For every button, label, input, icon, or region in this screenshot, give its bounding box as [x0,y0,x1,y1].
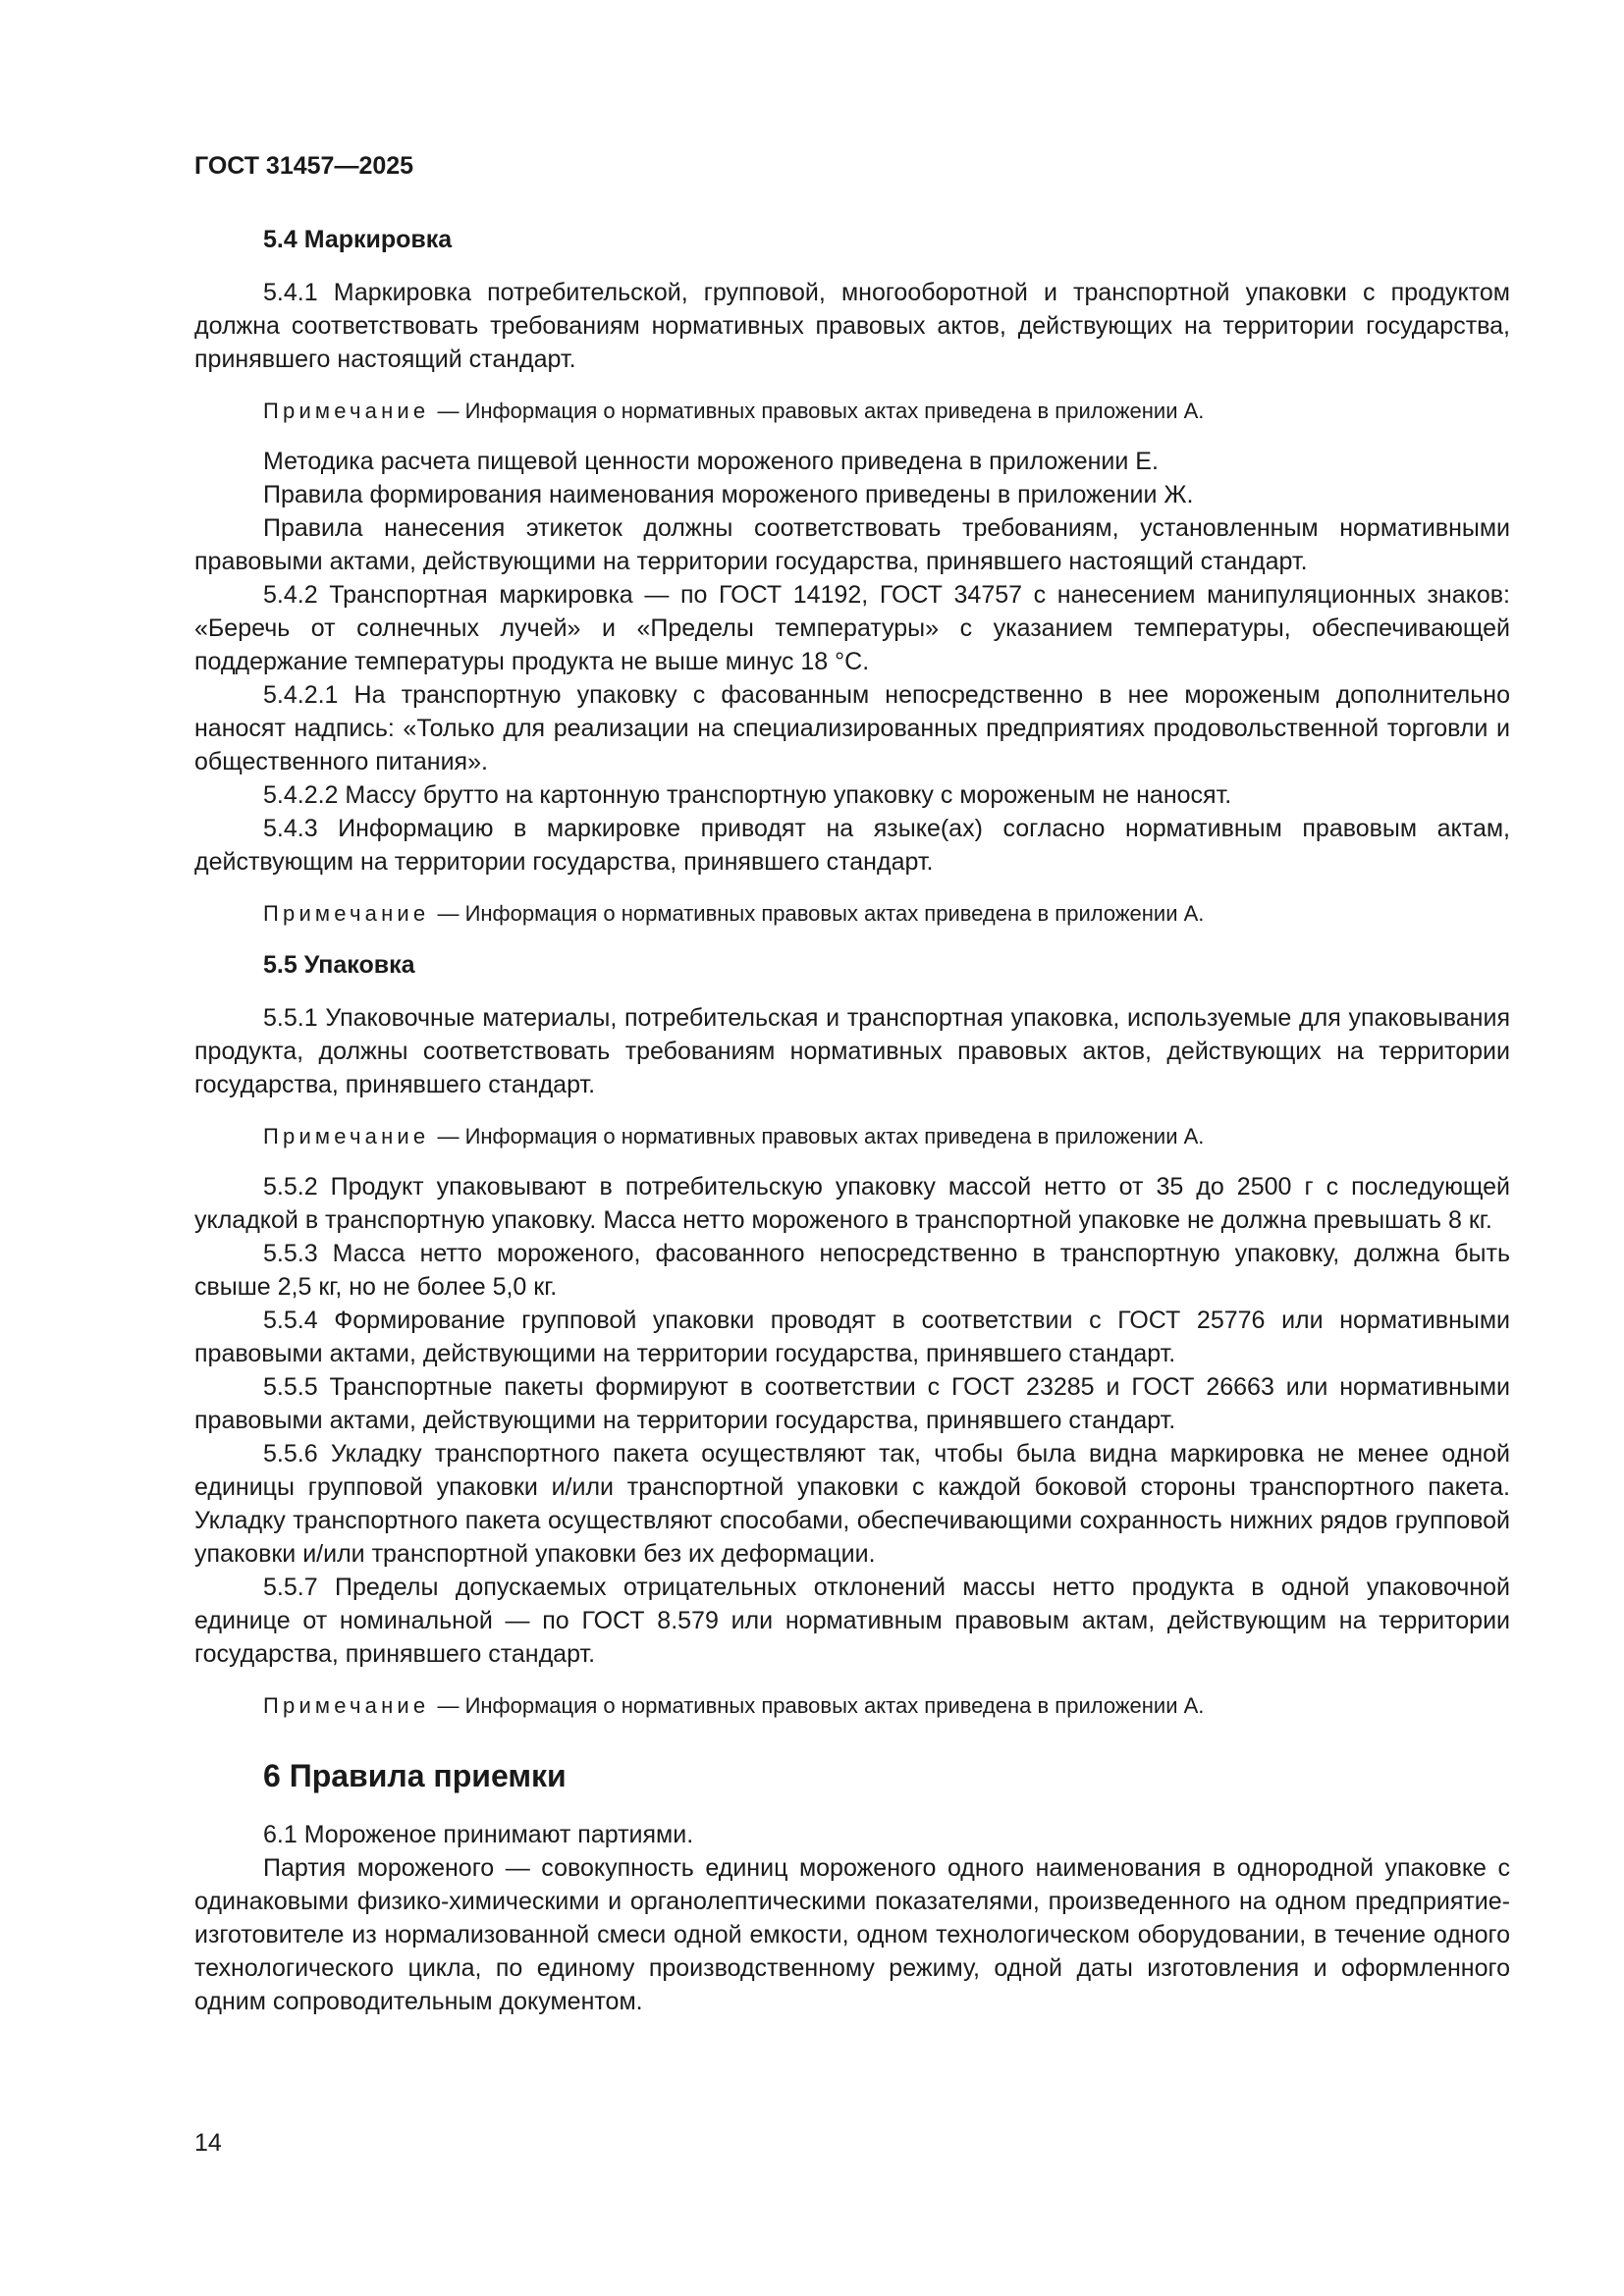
note-text: — Информация о нормативных правовых актах приведена в приложении А. [431,399,1205,423]
paragraph-5-4-1: 5.4.1 Маркировка потребительской, групповой, многооборотной и транспортной упаковки с продуктом должна соответствовать требованиям нормативных правовых актов, действующих на территории государства, принявшего настоящий стандарт. [194,279,1510,373]
paragraph-5-4-3: 5.4.3 Информацию в маркировке приводят на языке(ах) согласно нормативным правовым актам, действующим на территории государства, принявшего стандарт. [194,815,1510,876]
paragraph-batch-definition: Партия мороженого — совокупность единиц мороженого одного наименования в однородной упаковке с одинаковыми физико-химическими и органолептическими показателями, произведенного на одном предприятие-изготовителе из нормализованной смеси одной емкости, одном технологическом оборудовании, в течение одного технологического цикла, по единому производственному режиму, одной даты изготовления и оформленного одним сопроводительным документом. [194,1854,1510,2015]
section-5-5-title: 5.5 Упаковка [263,951,415,979]
note-text: — Информация о нормативных правовых актах приведена в приложении А. [431,1124,1205,1148]
paragraph-6-1: 6.1 Мороженое принимают партиями. [263,1821,694,1848]
paragraph-naming-rules: Правила формирования наименования мороженого приведены в приложении Ж. [263,481,1194,508]
document-header: ГОСТ 31457—2025 [194,152,414,180]
note-text: — Информация о нормативных правовых актах приведена в приложении А. [431,1693,1205,1718]
paragraph-5-5-2: 5.5.2 Продукт упаковывают в потребительскую упаковку массой нетто от 35 до 2500 г с последующей укладкой в транспортную упаковку. Масса нетто мороженого в транспортной упаковке не должна превышать 8 кг. [194,1173,1510,1234]
section-5-4-title: 5.4 Маркировка [263,226,453,253]
note-label: Примечание [263,1124,430,1148]
paragraph-nutrition-method: Методика расчета пищевой ценности мороженого приведена в приложении Е. [263,448,1159,475]
note-label: Примечание [263,1693,430,1718]
paragraph-5-5-3: 5.5.3 Масса нетто мороженого, фасованного непосредственно в транспортную упаковку, должна быть свыше 2,5 кг, но не более 5,0 кг. [194,1240,1510,1301]
paragraph-label-rules: Правила нанесения этикеток должны соответствовать требованиям, установленным нормативными правовыми актами, действующими на территории государства, принявшего настоящий стандарт. [194,514,1510,575]
paragraph-5-5-4: 5.5.4 Формирование групповой упаковки проводят в соответствии с ГОСТ 25776 или нормативными правовыми актами, действующими на территории государства, принявшего стандарт. [194,1307,1510,1367]
page-number: 14 [194,2129,222,2157]
section-6-title: 6 Правила приемки [263,1758,567,1793]
paragraph-5-4-2-2: 5.4.2.2 Массу брутто на картонную транспортную упаковку с мороженым не наносят. [263,781,1232,809]
paragraph-5-5-6: 5.5.6 Укладку транспортного пакета осуществляют так, чтобы была видна маркировка не менее одной единицы групповой упаковки и/или транспортной упаковки с каждой боковой стороны транспортного пакета. Укладку транспортного пакета осуществляют способами, обеспечивающими сохранность нижних рядов групповой упаковки и/или транспортной упаковки без их деформации. [194,1440,1510,1568]
paragraph-5-5-7: 5.5.7 Пределы допускаемых отрицательных отклонений массы нетто продукта в одной упаковочной единице от номинальной — по ГОСТ 8.579 или нормативным правовым актам, действующим на территории государства, принявшего стандарт. [194,1574,1510,1668]
note-label: Примечание [263,399,430,423]
note [263,898,1510,930]
note [263,396,1510,427]
paragraph-5-5-1: 5.5.1 Упаковочные материалы, потребительская и транспортная упаковка, используемые для упаковывания продукта, должны соответствовать требованиям нормативных правовых актов, действующих на территории государства, принявшего стандарт. [194,1004,1510,1098]
note-text: — Информация о нормативных правовых актах приведена в приложении А. [431,901,1205,926]
paragraph-5-4-2-1: 5.4.2.1 На транспортную упаковку с фасованным непосредственно в нее мороженым дополнительно наносят надпись: «Только для реализации на специализированных предприятиях продовольственной торговли и общественного питания». [194,681,1510,775]
note-label: Примечание [263,901,430,926]
note [263,1121,1510,1152]
paragraph-5-4-2: 5.4.2 Транспортная маркировка — по ГОСТ 14192, ГОСТ 34757 с нанесением манипуляционных знаков: «Беречь от солнечных лучей» и «Пределы температуры» с указанием температуры, обеспечивающей поддержание температуры продукта не выше минус 18 °С. [194,581,1510,675]
page-content [194,222,1510,2018]
note [263,1690,1510,1722]
paragraph-5-5-5: 5.5.5 Транспортные пакеты формируют в соответствии с ГОСТ 23285 и ГОСТ 26663 или нормативными правовыми актами, действующими на территории государства, принявшего стандарт. [194,1373,1510,1434]
